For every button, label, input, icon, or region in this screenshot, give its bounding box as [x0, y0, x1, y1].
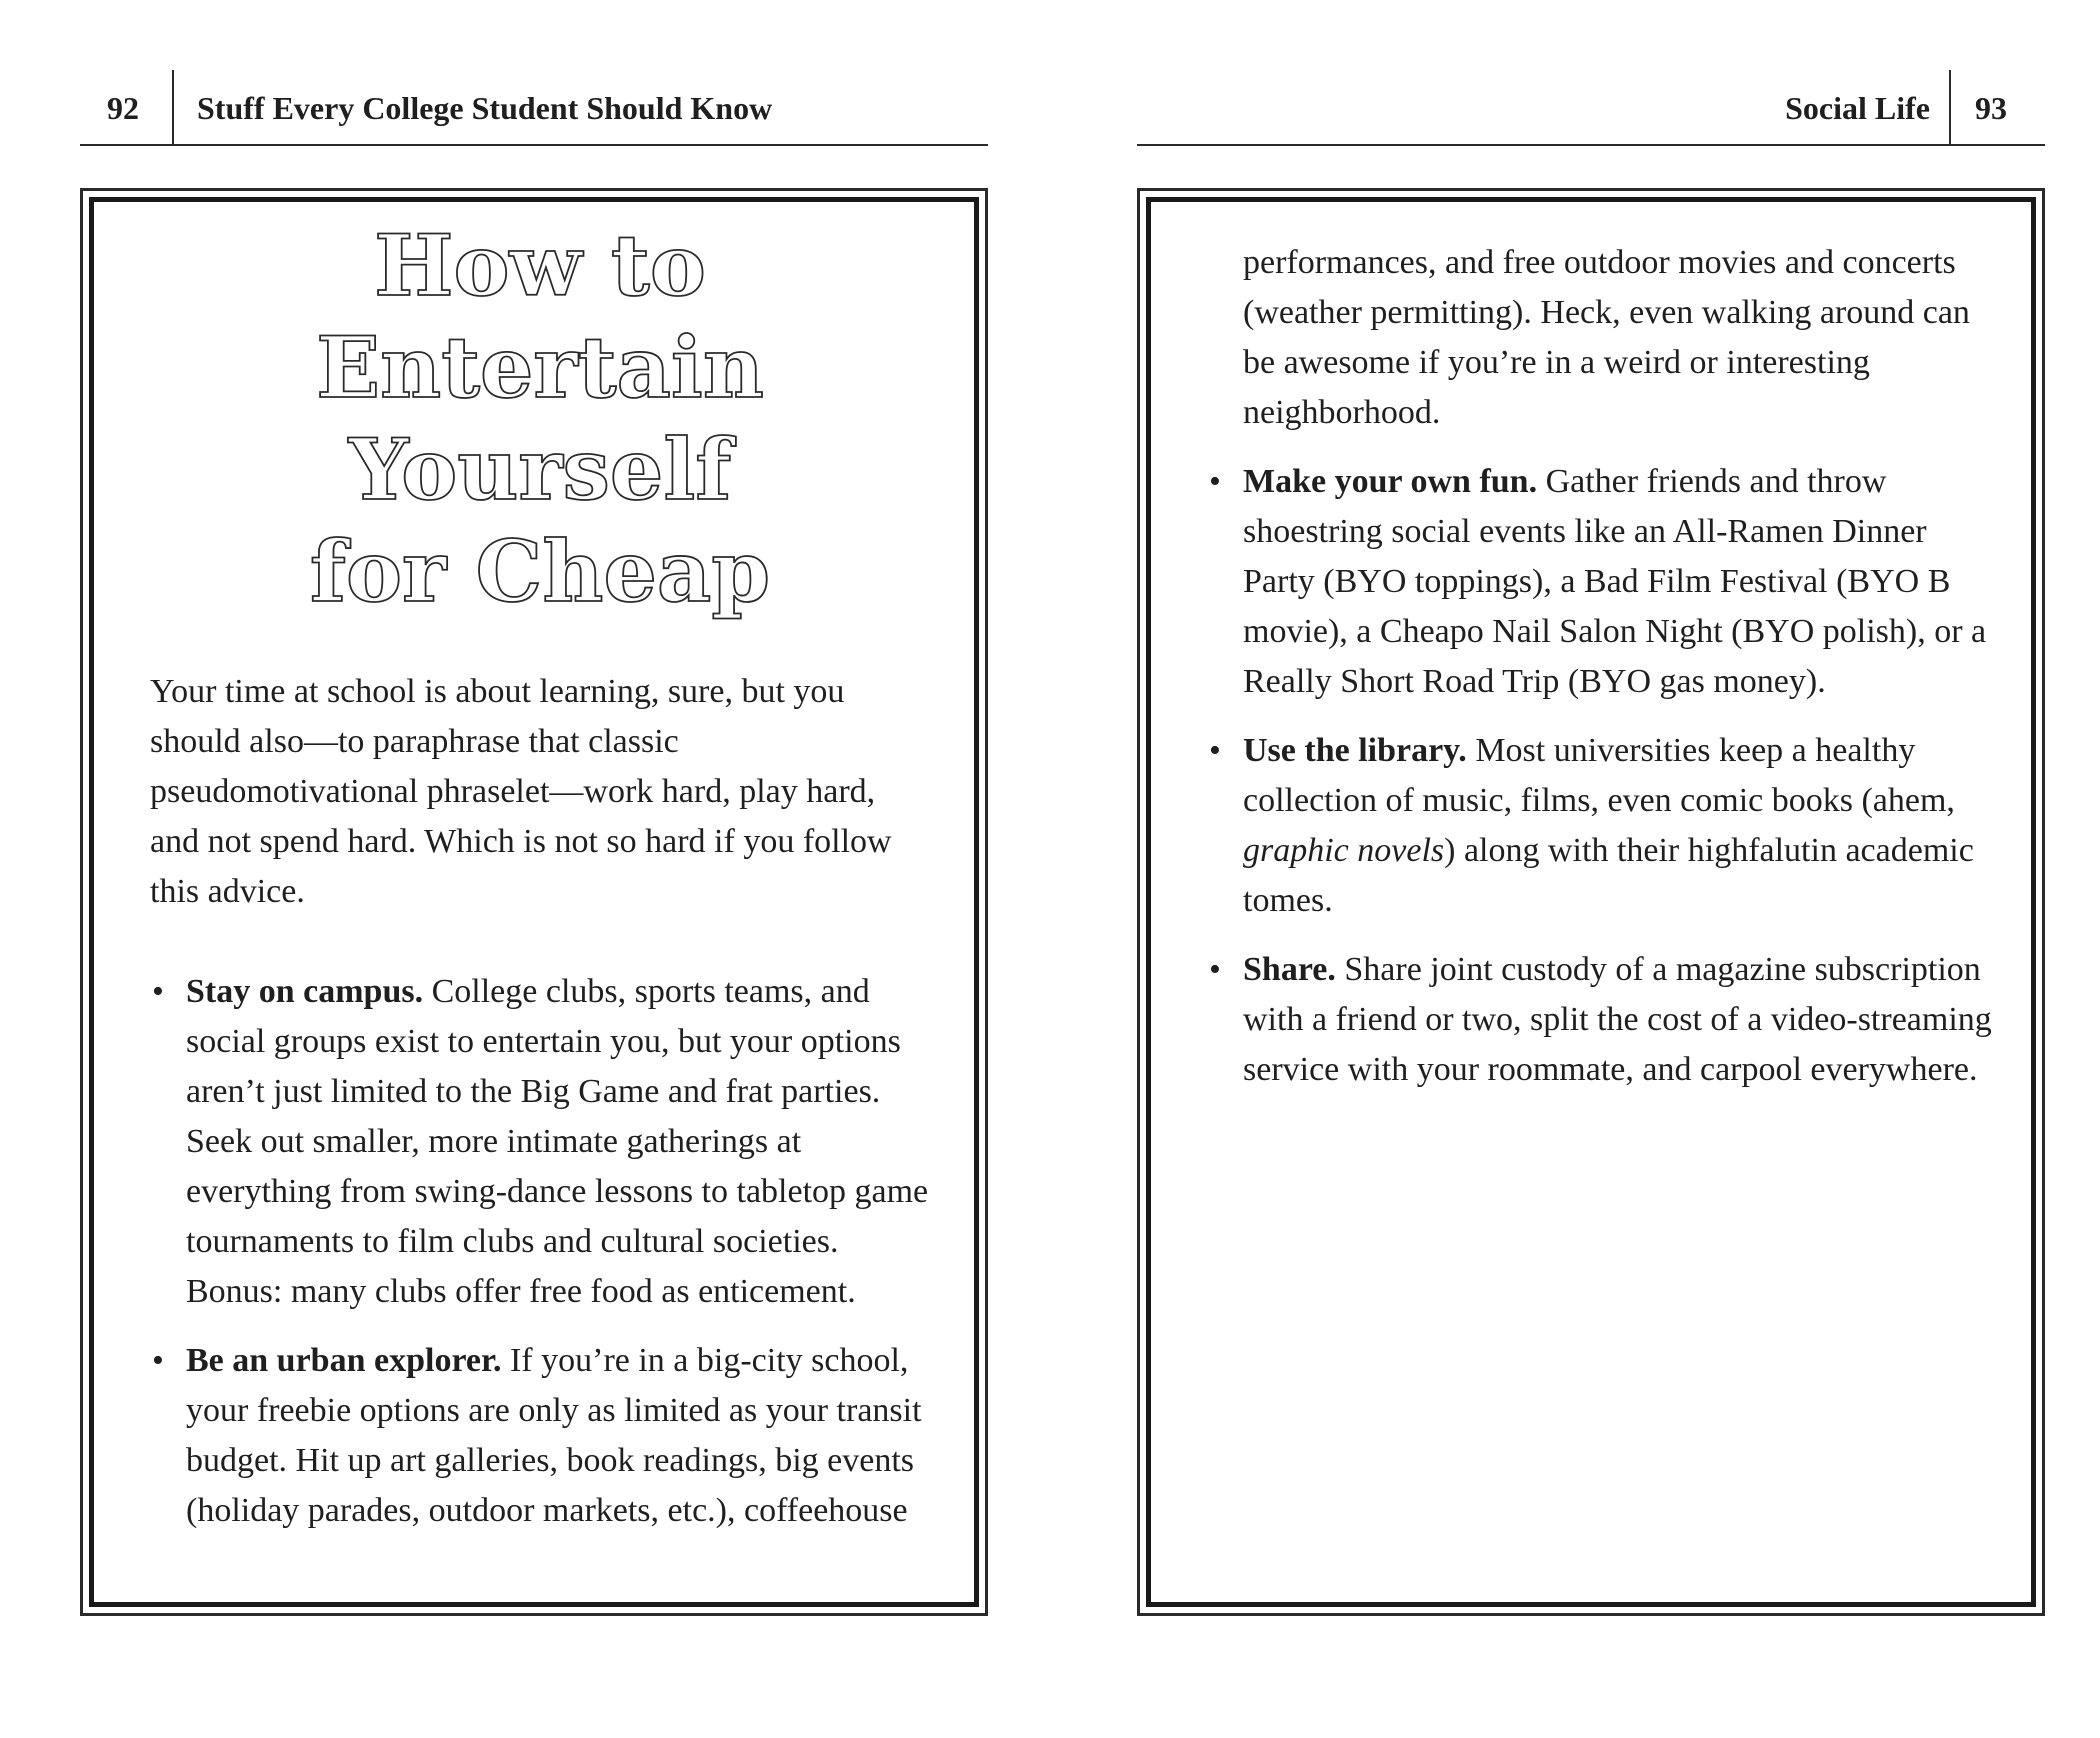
bullet-lead: Share.: [1243, 951, 1336, 988]
article-title: [150, 215, 930, 623]
continued-paragraph: performances, and free outdoor movies and concerts (weather permitting). Heck, even walking around can be awesome if you’re in a weird or interesting neighborhood.: [1243, 244, 1970, 431]
bullet-text: If you’re in a big-city school, your freebie options are only as limited as your transit budget. Hit up art galleries, book readings, big events (holiday parades, outdoor markets, etc.), coffeehouse: [186, 1342, 922, 1529]
list-item: [1207, 457, 1997, 707]
bullet-lead: Stay on campus.: [186, 973, 424, 1010]
title-line: Yourself: [348, 420, 732, 519]
bullet-italic-text: graphic novels: [1243, 832, 1445, 869]
bullet-text: Most universities keep a healthy collection of music, films, even comic books (ahem,: [1243, 732, 1955, 819]
running-title: Stuff Every College Student Should Know: [197, 90, 773, 126]
list-item: [150, 967, 930, 1317]
right-page-header: [1137, 70, 2045, 146]
intro-paragraph: Your time at school is about learning, sure, but you should also—to paraphrase that classic pseudomotivational phraselet—work hard, play hard, and not spend hard. Which is not so hard if you follow this advice.: [150, 673, 892, 910]
bullet-text: Gather friends and throw shoestring social events like an All-Ramen Dinner Party (BYO toppings), a Bad Film Festival (BYO B movie), a Cheapo Nail Salon Night (BYO polish), or a Really Short Road Trip (BYO gas money).: [1243, 463, 1987, 700]
running-title: Social Life: [1785, 90, 1930, 126]
bullet-lead: Use the library.: [1243, 732, 1467, 769]
bullet-icon: •: [1209, 732, 1221, 769]
bullet-text: ) along with their highfalutin academic tomes.: [1243, 832, 1974, 919]
bullet-lead: Make your own fun.: [1243, 463, 1538, 500]
bullet-icon: •: [152, 973, 164, 1010]
bullet-icon: •: [1209, 463, 1221, 500]
bullet-text: College clubs, sports teams, and social groups exist to entertain you, but your options aren’t just limited to the Big Game and frat parties. Seek out smaller, more intimate gatherings at everything from swing-dance lessons to tabletop game tournaments to film clubs and cultural societies. Bonus: many clubs offer free food as enticement.: [186, 973, 929, 1310]
bullet-icon: •: [152, 1342, 164, 1379]
header-divider: [1949, 70, 1951, 146]
title-line: How to Entertain: [316, 216, 764, 417]
bullet-icon: •: [1209, 951, 1221, 988]
right-page: [1137, 0, 2045, 1738]
left-page-content: [150, 215, 930, 1555]
title-line: for Cheap: [309, 522, 771, 621]
left-page: [80, 0, 988, 1738]
bullet-text: Share joint custody of a magazine subscription with a friend or two, split the cost of a video-streaming service with your roommate, and carpool everywhere.: [1243, 951, 1992, 1088]
left-page-header: [80, 70, 988, 146]
page-number: 93: [1975, 90, 2007, 126]
header-rule: [1137, 144, 2045, 146]
list-item: [1207, 945, 1997, 1095]
header-divider: [172, 70, 174, 146]
list-item: [150, 1336, 930, 1536]
header-rule: [80, 144, 988, 146]
right-page-content: [1207, 238, 1997, 1114]
page-number: 92: [107, 90, 139, 126]
list-item: [1207, 726, 1997, 926]
bullet-lead: Be an urban explorer.: [186, 1342, 502, 1379]
